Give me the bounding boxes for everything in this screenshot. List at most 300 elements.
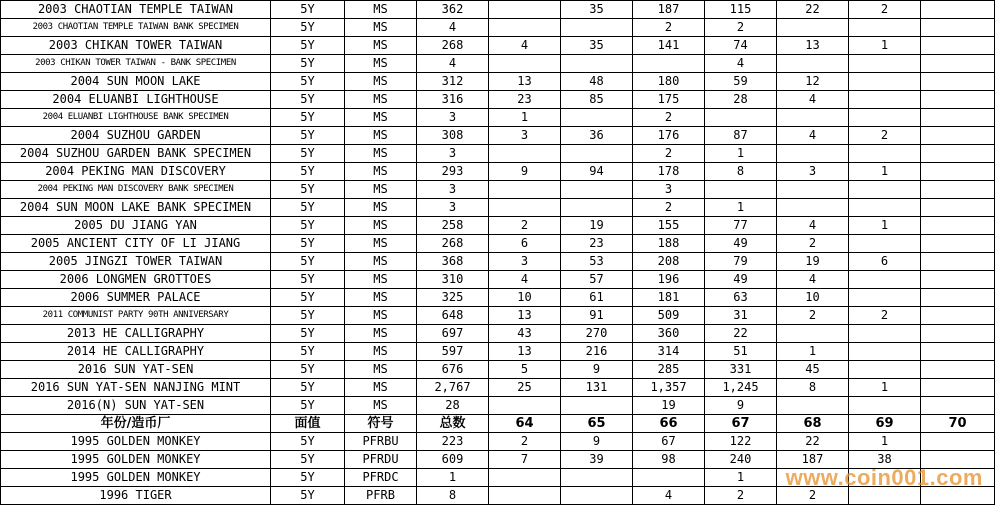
grade-66-cell: 2 — [633, 19, 705, 37]
grade-66-cell: 2 — [633, 109, 705, 127]
symbol-cell: PFRDU — [345, 451, 417, 469]
grade-66-cell: 187 — [633, 1, 705, 19]
coin-name-cell: 2011 COMMUNIST PARTY 90TH ANNIVERSARY — [1, 307, 271, 325]
denomination-cell: 5Y — [271, 73, 345, 91]
grade-65-cell: 9 — [561, 361, 633, 379]
site-watermark: www.coin001.com — [785, 465, 983, 490]
denomination-cell: 5Y — [271, 127, 345, 145]
table-row — [1, 109, 995, 127]
grade-65-cell: 85 — [561, 91, 633, 109]
table-row — [1, 91, 995, 109]
grade-65-cell: 57 — [561, 271, 633, 289]
denomination-cell: 5Y — [271, 433, 345, 451]
grade-70-cell — [921, 109, 995, 127]
grade-70-cell — [921, 289, 995, 307]
table-row — [1, 397, 995, 415]
grade-66-cell: 188 — [633, 235, 705, 253]
grade-69-cell — [849, 271, 921, 289]
grade-66-cell: 180 — [633, 73, 705, 91]
grade-66-cell: 175 — [633, 91, 705, 109]
grade-66-cell: 196 — [633, 271, 705, 289]
denomination-cell: 5Y — [271, 361, 345, 379]
symbol-cell: MS — [345, 163, 417, 181]
grade-67-cell — [705, 181, 777, 199]
grade-65-cell — [561, 19, 633, 37]
symbol-cell: MS — [345, 127, 417, 145]
coin-name-cell: 2004 SUZHOU GARDEN — [1, 127, 271, 145]
grade-65-cell: 216 — [561, 343, 633, 361]
grade-69-cell: 1 — [849, 217, 921, 235]
grade-67-cell: 1 — [705, 145, 777, 163]
grade-70-cell — [921, 37, 995, 55]
symbol-cell: MS — [345, 37, 417, 55]
grade-70-cell — [921, 19, 995, 37]
symbol-cell: MS — [345, 199, 417, 217]
grade-65-cell: 91 — [561, 307, 633, 325]
total-cell: 310 — [417, 271, 489, 289]
grade-65-cell: 19 — [561, 217, 633, 235]
table-row — [1, 451, 995, 469]
grade-68-cell: 1 — [777, 343, 849, 361]
grade-67-cell: 79 — [705, 253, 777, 271]
column-header: 64 — [489, 415, 561, 433]
coin-name-cell: 2016(N) SUN YAT-SEN — [1, 397, 271, 415]
denomination-cell: 5Y — [271, 289, 345, 307]
grade-64-cell — [489, 55, 561, 73]
total-cell: 312 — [417, 73, 489, 91]
total-cell: 268 — [417, 235, 489, 253]
total-cell: 597 — [417, 343, 489, 361]
denomination-cell: 5Y — [271, 253, 345, 271]
grade-67-cell: 49 — [705, 271, 777, 289]
grade-65-cell: 35 — [561, 1, 633, 19]
total-cell: 4 — [417, 55, 489, 73]
total-cell: 308 — [417, 127, 489, 145]
grade-70-cell — [921, 343, 995, 361]
coin-name-cell: 2016 SUN YAT-SEN NANJING MINT — [1, 379, 271, 397]
grade-69-cell — [849, 73, 921, 91]
grade-67-cell: 1,245 — [705, 379, 777, 397]
symbol-cell: MS — [345, 145, 417, 163]
table-row — [1, 343, 995, 361]
denomination-cell: 5Y — [271, 55, 345, 73]
grade-65-cell: 35 — [561, 37, 633, 55]
grade-66-cell: 176 — [633, 127, 705, 145]
total-cell: 3 — [417, 199, 489, 217]
grade-69-cell — [849, 487, 921, 505]
denomination-cell: 5Y — [271, 235, 345, 253]
symbol-cell: MS — [345, 217, 417, 235]
grade-69-cell — [849, 91, 921, 109]
denomination-cell: 5Y — [271, 163, 345, 181]
total-cell: 293 — [417, 163, 489, 181]
coin-name-cell: 2006 LONGMEN GROTTOES — [1, 271, 271, 289]
denomination-cell: 5Y — [271, 379, 345, 397]
column-header: 66 — [633, 415, 705, 433]
total-cell: 609 — [417, 451, 489, 469]
grade-69-cell — [849, 19, 921, 37]
grade-64-cell: 1 — [489, 109, 561, 127]
grade-64-cell — [489, 397, 561, 415]
grade-66-cell: 98 — [633, 451, 705, 469]
total-cell: 8 — [417, 487, 489, 505]
table-row — [1, 163, 995, 181]
grade-67-cell: 59 — [705, 73, 777, 91]
grade-67-cell: 74 — [705, 37, 777, 55]
grade-65-cell — [561, 199, 633, 217]
grade-67-cell — [705, 109, 777, 127]
column-header: 69 — [849, 415, 921, 433]
grade-69-cell — [849, 343, 921, 361]
grade-70-cell — [921, 271, 995, 289]
coin-name-cell: 2004 ELUANBI LIGHTHOUSE BANK SPECIMEN — [1, 109, 271, 127]
grade-64-cell: 7 — [489, 451, 561, 469]
grade-67-cell: 1 — [705, 469, 777, 487]
grade-64-cell: 25 — [489, 379, 561, 397]
grade-70-cell — [921, 469, 995, 487]
grade-68-cell: 187 — [777, 451, 849, 469]
grade-68-cell: 8 — [777, 379, 849, 397]
coin-name-cell: 2005 DU JIANG YAN — [1, 217, 271, 235]
denomination-cell: 5Y — [271, 91, 345, 109]
table-row — [1, 325, 995, 343]
grade-66-cell: 141 — [633, 37, 705, 55]
grade-69-cell: 2 — [849, 307, 921, 325]
total-cell: 268 — [417, 37, 489, 55]
coin-name-cell: 2013 HE CALLIGRAPHY — [1, 325, 271, 343]
symbol-cell: MS — [345, 289, 417, 307]
denomination-cell: 5Y — [271, 181, 345, 199]
grade-66-cell: 178 — [633, 163, 705, 181]
coin-name-cell: 2006 SUMMER PALACE — [1, 289, 271, 307]
table-row — [1, 55, 995, 73]
grade-68-cell: 22 — [777, 1, 849, 19]
grade-69-cell — [849, 235, 921, 253]
total-cell: 368 — [417, 253, 489, 271]
grade-70-cell — [921, 91, 995, 109]
denomination-cell: 5Y — [271, 37, 345, 55]
denomination-cell: 5Y — [271, 487, 345, 505]
grade-70-cell — [921, 487, 995, 505]
grade-65-cell — [561, 145, 633, 163]
grade-69-cell: 1 — [849, 37, 921, 55]
grade-68-cell: 22 — [777, 433, 849, 451]
symbol-cell: MS — [345, 397, 417, 415]
symbol-cell: MS — [345, 109, 417, 127]
grade-69-cell: 6 — [849, 253, 921, 271]
grade-64-cell — [489, 487, 561, 505]
table-row — [1, 307, 995, 325]
coin-name-cell: 2003 CHIKAN TOWER TAIWAN - BANK SPECIMEN — [1, 55, 271, 73]
symbol-cell: MS — [345, 181, 417, 199]
grade-68-cell: 4 — [777, 271, 849, 289]
grade-65-cell — [561, 487, 633, 505]
grade-64-cell: 2 — [489, 217, 561, 235]
coin-name-cell: 1995 GOLDEN MONKEY — [1, 469, 271, 487]
table-row — [1, 253, 995, 271]
grade-68-cell — [777, 325, 849, 343]
symbol-cell: MS — [345, 19, 417, 37]
table-row — [1, 145, 995, 163]
coin-name-cell: 2004 SUN MOON LAKE BANK SPECIMEN — [1, 199, 271, 217]
grade-68-cell: 2 — [777, 487, 849, 505]
grade-69-cell: 1 — [849, 163, 921, 181]
symbol-cell: MS — [345, 55, 417, 73]
grade-65-cell: 48 — [561, 73, 633, 91]
coin-name-cell: 2004 SUZHOU GARDEN BANK SPECIMEN — [1, 145, 271, 163]
grade-64-cell: 13 — [489, 73, 561, 91]
grade-64-cell: 4 — [489, 37, 561, 55]
coin-name-cell: 1995 GOLDEN MONKEY — [1, 433, 271, 451]
table-body — [1, 1, 995, 505]
denomination-cell: 5Y — [271, 469, 345, 487]
coin-name-cell: 2003 CHAOTIAN TEMPLE TAIWAN — [1, 1, 271, 19]
grade-70-cell — [921, 55, 995, 73]
total-cell: 3 — [417, 109, 489, 127]
grade-69-cell: 2 — [849, 1, 921, 19]
grade-70-cell — [921, 163, 995, 181]
column-header: 68 — [777, 415, 849, 433]
grade-64-cell — [489, 145, 561, 163]
total-cell: 4 — [417, 19, 489, 37]
coin-name-cell: 2004 PEKING MAN DISCOVERY — [1, 163, 271, 181]
coin-name-cell: 2004 PEKING MAN DISCOVERY BANK SPECIMEN — [1, 181, 271, 199]
grade-69-cell — [849, 397, 921, 415]
grade-66-cell: 208 — [633, 253, 705, 271]
total-cell: 28 — [417, 397, 489, 415]
grade-67-cell: 2 — [705, 487, 777, 505]
grade-64-cell: 13 — [489, 343, 561, 361]
grade-67-cell: 4 — [705, 55, 777, 73]
table-row — [1, 73, 995, 91]
table-row — [1, 37, 995, 55]
total-cell: 3 — [417, 145, 489, 163]
grade-66-cell: 2 — [633, 199, 705, 217]
total-cell: 648 — [417, 307, 489, 325]
grade-68-cell — [777, 55, 849, 73]
denomination-cell: 5Y — [271, 397, 345, 415]
grade-64-cell: 5 — [489, 361, 561, 379]
total-cell: 223 — [417, 433, 489, 451]
total-cell: 2,767 — [417, 379, 489, 397]
grade-67-cell: 2 — [705, 19, 777, 37]
grade-68-cell: 12 — [777, 73, 849, 91]
table-row — [1, 361, 995, 379]
grade-67-cell: 1 — [705, 199, 777, 217]
grade-66-cell: 155 — [633, 217, 705, 235]
grade-67-cell: 49 — [705, 235, 777, 253]
grade-65-cell — [561, 397, 633, 415]
table-row — [1, 433, 995, 451]
grade-65-cell: 36 — [561, 127, 633, 145]
grade-70-cell — [921, 361, 995, 379]
symbol-cell: PFRBU — [345, 433, 417, 451]
coin-name-cell: 2003 CHAOTIAN TEMPLE TAIWAN BANK SPECIMEN — [1, 19, 271, 37]
grade-65-cell: 9 — [561, 433, 633, 451]
grade-64-cell: 10 — [489, 289, 561, 307]
table-row — [1, 199, 995, 217]
denomination-cell: 5Y — [271, 19, 345, 37]
grade-67-cell: 240 — [705, 451, 777, 469]
denomination-cell: 5Y — [271, 343, 345, 361]
grade-65-cell: 39 — [561, 451, 633, 469]
table-row — [1, 181, 995, 199]
grade-65-cell — [561, 55, 633, 73]
total-cell: 362 — [417, 1, 489, 19]
grade-69-cell — [849, 361, 921, 379]
column-header: 65 — [561, 415, 633, 433]
grade-68-cell: 4 — [777, 217, 849, 235]
grade-70-cell — [921, 181, 995, 199]
grade-64-cell: 43 — [489, 325, 561, 343]
grade-68-cell: 10 — [777, 289, 849, 307]
grade-65-cell: 270 — [561, 325, 633, 343]
coin-name-cell: 2005 JINGZI TOWER TAIWAN — [1, 253, 271, 271]
grade-67-cell: 22 — [705, 325, 777, 343]
symbol-cell: MS — [345, 307, 417, 325]
table-row — [1, 235, 995, 253]
grade-69-cell: 1 — [849, 433, 921, 451]
grade-69-cell: 38 — [849, 451, 921, 469]
grade-68-cell — [777, 469, 849, 487]
grade-70-cell — [921, 199, 995, 217]
coin-name-cell: 1996 TIGER — [1, 487, 271, 505]
denomination-cell: 5Y — [271, 1, 345, 19]
grade-69-cell — [849, 199, 921, 217]
column-header: 面值 — [271, 415, 345, 433]
grade-70-cell — [921, 1, 995, 19]
grade-70-cell — [921, 397, 995, 415]
grade-69-cell — [849, 55, 921, 73]
table-row — [1, 271, 995, 289]
grade-67-cell: 28 — [705, 91, 777, 109]
coin-name-cell: 2004 ELUANBI LIGHTHOUSE — [1, 91, 271, 109]
grade-67-cell: 331 — [705, 361, 777, 379]
grade-66-cell: 285 — [633, 361, 705, 379]
denomination-cell: 5Y — [271, 451, 345, 469]
grade-69-cell — [849, 469, 921, 487]
grade-67-cell: 122 — [705, 433, 777, 451]
grade-64-cell: 9 — [489, 163, 561, 181]
grade-68-cell — [777, 145, 849, 163]
grade-64-cell: 2 — [489, 433, 561, 451]
table-row — [1, 19, 995, 37]
grade-64-cell — [489, 469, 561, 487]
grade-67-cell: 77 — [705, 217, 777, 235]
symbol-cell: MS — [345, 235, 417, 253]
total-cell: 325 — [417, 289, 489, 307]
coin-name-cell: 1995 GOLDEN MONKEY — [1, 451, 271, 469]
grade-65-cell: 131 — [561, 379, 633, 397]
grade-66-cell: 314 — [633, 343, 705, 361]
symbol-cell: MS — [345, 325, 417, 343]
grade-65-cell: 23 — [561, 235, 633, 253]
symbol-cell: MS — [345, 271, 417, 289]
grade-68-cell: 45 — [777, 361, 849, 379]
grade-69-cell — [849, 289, 921, 307]
denomination-cell: 5Y — [271, 199, 345, 217]
grade-70-cell — [921, 73, 995, 91]
grade-70-cell — [921, 235, 995, 253]
grade-69-cell — [849, 145, 921, 163]
grade-69-cell: 1 — [849, 379, 921, 397]
grade-70-cell — [921, 325, 995, 343]
symbol-cell: MS — [345, 1, 417, 19]
table-row — [1, 217, 995, 235]
grade-70-cell — [921, 127, 995, 145]
symbol-cell: MS — [345, 361, 417, 379]
grade-67-cell: 31 — [705, 307, 777, 325]
table-header-row — [1, 415, 995, 433]
grade-64-cell: 3 — [489, 253, 561, 271]
grade-69-cell — [849, 109, 921, 127]
total-cell: 676 — [417, 361, 489, 379]
grade-64-cell: 13 — [489, 307, 561, 325]
table-row — [1, 487, 995, 505]
grade-66-cell: 19 — [633, 397, 705, 415]
denomination-cell: 5Y — [271, 109, 345, 127]
grade-68-cell: 4 — [777, 127, 849, 145]
grade-66-cell: 3 — [633, 181, 705, 199]
grade-67-cell: 51 — [705, 343, 777, 361]
symbol-cell: MS — [345, 73, 417, 91]
grade-66-cell: 1,357 — [633, 379, 705, 397]
total-cell: 1 — [417, 469, 489, 487]
grade-65-cell: 53 — [561, 253, 633, 271]
grade-70-cell — [921, 433, 995, 451]
grade-64-cell: 6 — [489, 235, 561, 253]
grade-68-cell: 2 — [777, 235, 849, 253]
grade-66-cell: 509 — [633, 307, 705, 325]
total-cell: 258 — [417, 217, 489, 235]
column-header: 年份/造币厂 — [1, 415, 271, 433]
denomination-cell: 5Y — [271, 145, 345, 163]
coin-name-cell: 2005 ANCIENT CITY OF LI JIANG — [1, 235, 271, 253]
coin-name-cell: 2003 CHIKAN TOWER TAIWAN — [1, 37, 271, 55]
column-header: 总数 — [417, 415, 489, 433]
grade-70-cell — [921, 217, 995, 235]
grade-66-cell: 181 — [633, 289, 705, 307]
grade-64-cell — [489, 1, 561, 19]
grade-64-cell: 23 — [489, 91, 561, 109]
grade-66-cell: 4 — [633, 487, 705, 505]
grade-64-cell: 3 — [489, 127, 561, 145]
grade-68-cell — [777, 199, 849, 217]
grade-69-cell — [849, 181, 921, 199]
symbol-cell: MS — [345, 343, 417, 361]
grade-68-cell — [777, 397, 849, 415]
grade-70-cell — [921, 253, 995, 271]
symbol-cell: MS — [345, 91, 417, 109]
total-cell: 316 — [417, 91, 489, 109]
grade-68-cell — [777, 19, 849, 37]
total-cell: 3 — [417, 181, 489, 199]
grade-68-cell: 2 — [777, 307, 849, 325]
symbol-cell: PFRDC — [345, 469, 417, 487]
grade-64-cell — [489, 19, 561, 37]
column-header: 67 — [705, 415, 777, 433]
grade-65-cell: 94 — [561, 163, 633, 181]
denomination-cell: 5Y — [271, 325, 345, 343]
denomination-cell: 5Y — [271, 217, 345, 235]
grade-68-cell: 13 — [777, 37, 849, 55]
total-cell: 697 — [417, 325, 489, 343]
grade-66-cell — [633, 469, 705, 487]
grade-67-cell: 8 — [705, 163, 777, 181]
grade-68-cell: 3 — [777, 163, 849, 181]
table-row — [1, 469, 995, 487]
grade-67-cell: 87 — [705, 127, 777, 145]
